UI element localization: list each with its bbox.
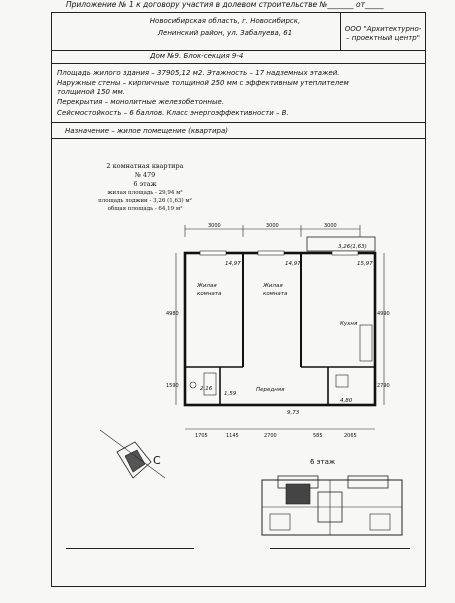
company-name: ООО "Архитектурно- – проектный центр" (344, 25, 422, 42)
floor-label: 6 этаж (310, 458, 336, 466)
bottom-dim: 585 (313, 433, 323, 439)
spec-line: Перекрытия – монолитные железобетонные. (57, 98, 225, 106)
floor-plan (160, 215, 400, 445)
signature-line (66, 548, 194, 549)
purpose-line: Назначение – жилое помещение (квартира) (65, 127, 229, 135)
room-name: Кухня (340, 321, 358, 327)
bottom-dim: 1705 (195, 433, 208, 439)
loggia-area: площадь лоджии - 3,26 (1,63) м² (98, 198, 192, 204)
room-area: 4,80 (340, 398, 353, 404)
room-name: Жилая (263, 283, 283, 289)
appendix-line: Приложение № 1 к договору участия в долевом строительстве №_______ от_____ (66, 0, 384, 9)
spec-line: Наружные стены – кирпичные толщиной 250 мм с эффективным утеплителем (57, 79, 349, 87)
top-dim: 3000 (208, 223, 221, 229)
top-dim: 3000 (324, 223, 337, 229)
room-name: комната (263, 291, 288, 297)
top-dim: 3000 (266, 223, 279, 229)
bottom-dim: 2700 (264, 433, 277, 439)
left-dim: 1590 (166, 383, 179, 389)
rule (51, 63, 425, 64)
room-area: 2,16 (200, 386, 213, 392)
room-area: 14,97 (285, 261, 301, 267)
address-line-1: Новосибирская область, г. Новосибирск, (149, 17, 301, 25)
room-area: 9,73 (287, 410, 300, 416)
apartment-type: 2 комнатная квартира (106, 162, 184, 170)
section-title: Дом №9. Блок-секция 9-4 (150, 52, 244, 60)
left-dim: 4980 (166, 311, 179, 317)
right-dim: 4990 (377, 311, 390, 317)
rule (51, 122, 425, 123)
apartment-number: № 479 (134, 171, 156, 179)
rule (51, 138, 425, 139)
loggia-label: 3,26(1,63) (338, 244, 367, 250)
right-dim: 2790 (377, 383, 390, 389)
spec-line: толщиной 150 мм. (57, 88, 125, 96)
spec-line: Площадь жилого здания – 37905,12 м2. Этажность – 17 надземных этажей. (57, 69, 340, 77)
divider (340, 12, 341, 50)
room-name: Передняя (256, 387, 285, 393)
rule (51, 50, 425, 51)
rule (51, 12, 425, 13)
room-area: 1,59 (224, 391, 237, 397)
room-name: комната (197, 291, 222, 297)
bottom-dim: 2065 (344, 433, 357, 439)
bottom-dim: 1145 (226, 433, 239, 439)
room-area: 15,97 (357, 261, 373, 267)
spec-line: Сейсмостойкость – 6 баллов. Класс энергоэффективности – B. (57, 109, 289, 117)
address-line-2: Ленинский район, ул. Забалуева, 61 (157, 29, 293, 37)
room-area: 14,97 (225, 261, 241, 267)
signature-line (270, 548, 410, 549)
living-area: жилая площадь - 29,94 м² (107, 190, 183, 196)
compass-icon (95, 420, 175, 495)
total-area: общая площадь - 64,19 м² (107, 206, 183, 212)
key-plan (258, 472, 408, 542)
north-label: С (153, 454, 161, 467)
apartment-floor: 6 этаж (133, 180, 157, 188)
room-name: Жилая (197, 283, 217, 289)
